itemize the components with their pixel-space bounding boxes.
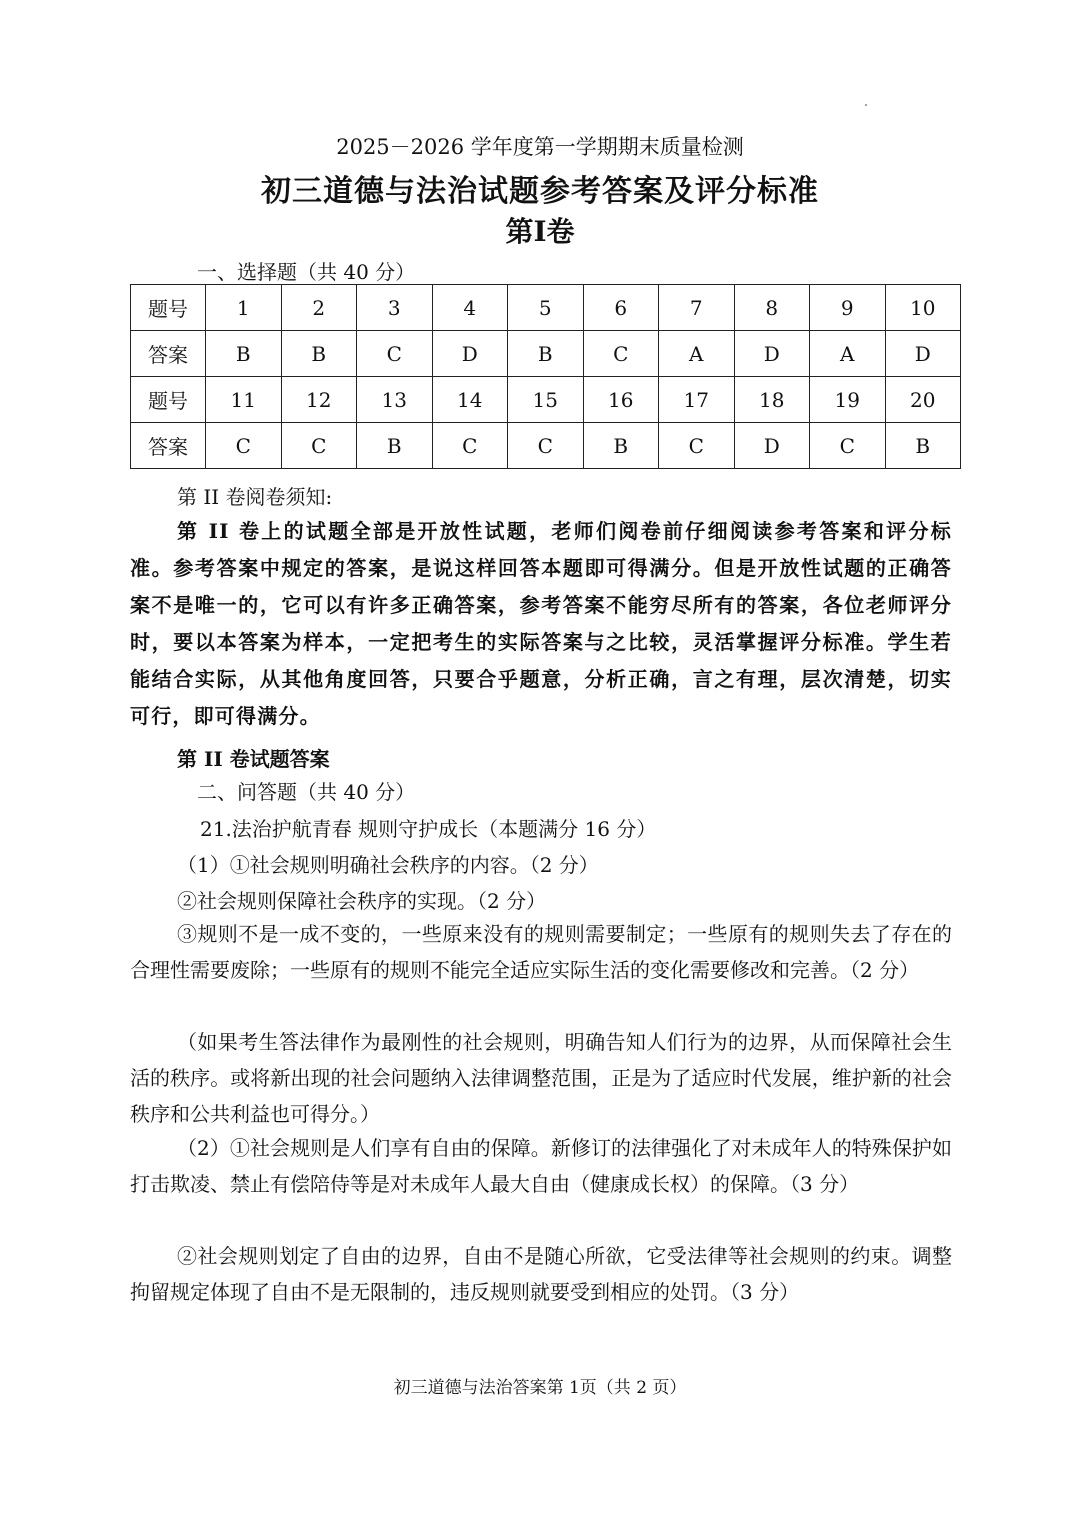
question-number: 7 — [659, 285, 735, 331]
answer-21-1-point-1: （1）①社会规则明确社会秩序的内容。（2 分） — [177, 853, 599, 877]
answer-cell: A — [659, 331, 735, 377]
section2-title: 二、问答题（共 40 分） — [197, 780, 416, 804]
row-head-answer: 答案 — [131, 423, 206, 469]
question-number: 19 — [810, 377, 886, 423]
answer-21-1-point-2: ②社会规则保障社会秩序的实现。（2 分） — [177, 889, 547, 913]
question-number: 1 — [206, 285, 282, 331]
question-number: 4 — [432, 285, 508, 331]
question-number: 3 — [357, 285, 433, 331]
answer-cell: C — [432, 423, 508, 469]
question-number: 5 — [508, 285, 584, 331]
answer-cell: A — [810, 331, 886, 377]
answer-cell: D — [734, 423, 810, 469]
answer-cell: C — [357, 331, 433, 377]
answer-cell: C — [583, 331, 659, 377]
question-number: 13 — [357, 377, 433, 423]
answer-cell: D — [432, 331, 508, 377]
answer-21-2-point-1: （2）①社会规则是人们享有自由的保障。新修订的法律强化了对未成年人的特殊保护如打击欺凌、禁止有偿陪侍等是对未成年人最大自由（健康成长权）的保障。（3 分） — [130, 1136, 952, 1196]
answer-cell: C — [206, 423, 282, 469]
table-row-numbers-1 — [131, 285, 961, 331]
answer-21-1-point-3: ③规则不是一成不变的，一些原来没有的规则需要制定；一些原有的规则失去了存在的合理性需要废除；一些原有的规则不能完全适应实际生活的变化需要修改和完善。（2 分） — [130, 922, 952, 982]
answer-table — [130, 284, 961, 469]
question-number: 11 — [206, 377, 282, 423]
exam-title: 2025－2026 学年度第一学期期末质量检测 — [336, 135, 744, 159]
question-number: 16 — [583, 377, 659, 423]
answer-cell: B — [885, 423, 961, 469]
question-number: 14 — [432, 377, 508, 423]
main-title: 初三道德与法治试题参考答案及评分标准 — [261, 174, 819, 209]
question-number: 2 — [281, 285, 357, 331]
answer-cell: D — [734, 331, 810, 377]
page-footer: 初三道德与法治答案第 1页（共 2 页） — [393, 1378, 687, 1398]
question-number: 15 — [508, 377, 584, 423]
answer-cell: D — [885, 331, 961, 377]
question-number: 20 — [885, 377, 961, 423]
notice-body: 第 II 卷上的试题全部是开放性试题，老师们阅卷前仔细阅读参考答案和评分标准。参考答案中规定的答案，是说这样回答本题即可得满分。但是开放性试题的正确答案不是唯一的，它可以有许多正确答案，参考答案不能穷尽所有的答案，各位老师评分时，要以本答案为样本，一定把考生的实际答案与之比较，灵活掌握评分标准。学生若能结合实际，从其他角度回答，只要合乎题意，分析正确，言之有理，层次清楚，切实可行，即可得满分。 — [130, 519, 952, 728]
question-number: 9 — [810, 285, 886, 331]
section1-title: 一、选择题（共 40 分） — [197, 260, 416, 284]
answer-cell: B — [206, 331, 282, 377]
row-head-number: 题号 — [131, 285, 206, 331]
answer-cell: C — [508, 423, 584, 469]
question-number: 8 — [734, 285, 810, 331]
scan-speck — [865, 104, 867, 106]
volume-title: 第Ⅰ卷 — [505, 215, 575, 248]
question-number: 18 — [734, 377, 810, 423]
answer-cell: B — [508, 331, 584, 377]
answer-cell: B — [583, 423, 659, 469]
row-head-answer: 答案 — [131, 331, 206, 377]
question-number: 17 — [659, 377, 735, 423]
question-number: 10 — [885, 285, 961, 331]
answer-cell: B — [357, 423, 433, 469]
answer-cell: B — [281, 331, 357, 377]
question-number: 6 — [583, 285, 659, 331]
answer-cell: C — [659, 423, 735, 469]
answer-cell: C — [281, 423, 357, 469]
row-head-number: 题号 — [131, 377, 206, 423]
question-21-title: 21.法治护航青春 规则守护成长（本题满分 16 分） — [200, 817, 657, 841]
notice-title: 第 II 卷阅卷须知: — [177, 485, 333, 509]
answers-title: 第 II 卷试题答案 — [177, 747, 330, 771]
table-row-answers-1 — [131, 331, 961, 377]
answer-cell: C — [810, 423, 886, 469]
table-row-answers-2 — [131, 423, 961, 469]
answer-21-1-note: （如果考生答法律作为最刚性的社会规则，明确告知人们行为的边界，从而保障社会生活的秩序。或将新出现的社会问题纳入法律调整范围，正是为了适应时代发展，维护新的社会秩序和公共利益也可得分。） — [130, 1030, 952, 1126]
answer-21-2-point-2: ②社会规则划定了自由的边界，自由不是随心所欲，它受法律等社会规则的约束。调整拘留规定体现了自由不是无限制的，违反规则就要受到相应的处罚。（3 分） — [130, 1244, 952, 1304]
question-number: 12 — [281, 377, 357, 423]
table-row-numbers-2 — [131, 377, 961, 423]
